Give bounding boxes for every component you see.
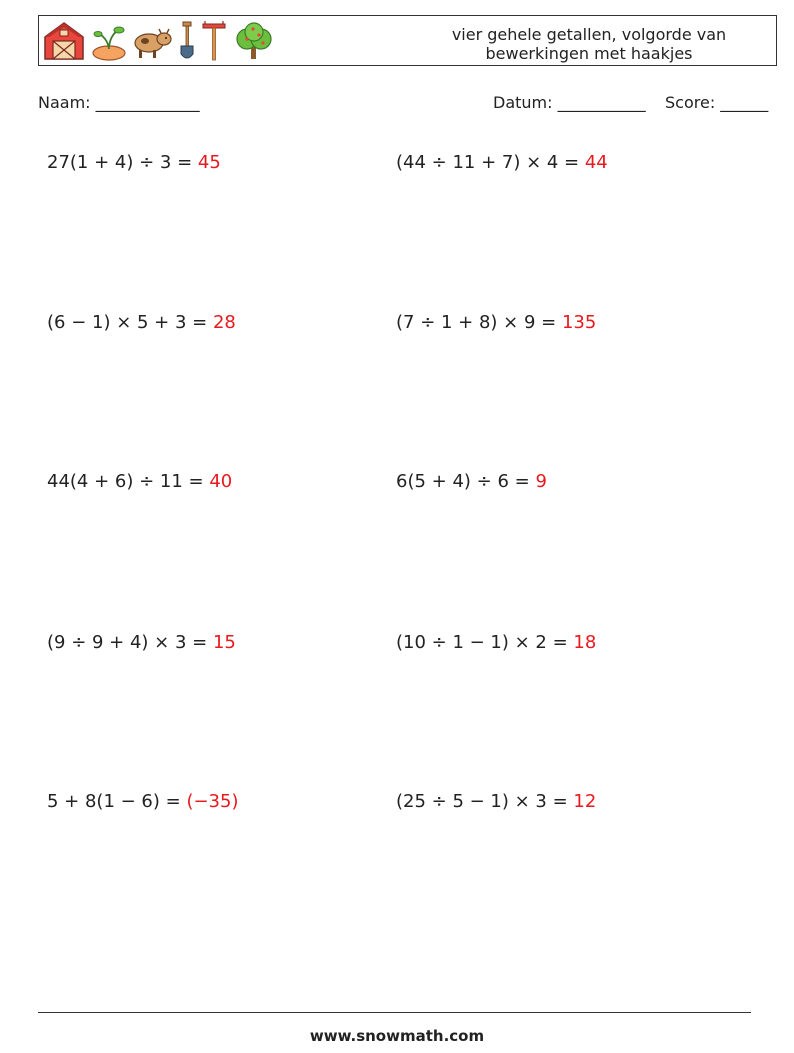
title-line-1: vier gehele getallen, volgorde van (451, 25, 727, 44)
worksheet-header (38, 15, 777, 66)
problem-expression: (6 − 1) × 5 + 3 = (47, 312, 213, 333)
name-field-label: Naam: _____________ (38, 93, 200, 112)
problem-2 (396, 151, 608, 175)
problem-answer: 28 (212, 312, 236, 333)
problem-answer: 18 (573, 632, 597, 653)
problem-answer: 44 (584, 152, 608, 173)
problem-8 (396, 631, 596, 655)
problem-3 (47, 311, 236, 335)
footer-url[interactable]: www.snowmath.com (309, 1027, 485, 1045)
problem-answer: (−35) (186, 791, 239, 812)
problem-expression: (7 ÷ 1 + 8) × 9 = (396, 312, 562, 333)
problem-expression: 5 + 8(1 − 6) = (47, 791, 187, 812)
header-icons (43, 20, 277, 62)
problem-expression: 44(4 + 6) ÷ 11 = (47, 471, 210, 492)
problem-answer: 40 (209, 471, 233, 492)
cow-icon (131, 21, 173, 61)
date-field-label: Datum: ___________ (493, 93, 646, 112)
problem-5 (47, 470, 232, 494)
score-field-label: Score: ______ (665, 93, 769, 112)
footer-divider (38, 1012, 751, 1013)
problem-answer: 135 (561, 312, 597, 333)
problem-7 (47, 631, 236, 655)
problem-9 (47, 790, 238, 814)
problem-expression: 27(1 + 4) ÷ 3 = (47, 152, 198, 173)
worksheet-title (429, 25, 749, 63)
sprout-icon (89, 21, 127, 61)
problem-expression: (25 ÷ 5 − 1) × 3 = (396, 791, 574, 812)
problem-expression: (44 ÷ 11 + 7) × 4 = (396, 152, 585, 173)
tree-icon (231, 21, 277, 61)
problem-10 (396, 790, 596, 814)
problem-expression: (9 ÷ 9 + 4) × 3 = (47, 632, 213, 653)
problem-4 (396, 311, 596, 335)
problem-1 (47, 151, 221, 175)
problem-answer: 12 (573, 791, 597, 812)
problem-expression: 6(5 + 4) ÷ 6 = (396, 471, 536, 492)
problem-answer: 9 (535, 471, 547, 492)
rake-icon (201, 20, 227, 62)
shovel-icon (177, 20, 197, 62)
problem-answer: 15 (212, 632, 236, 653)
problem-expression: (10 ÷ 1 − 1) × 2 = (396, 632, 574, 653)
problem-6 (396, 470, 547, 494)
barn-icon (43, 21, 85, 61)
problem-answer: 45 (197, 152, 221, 173)
title-line-2: bewerkingen met haakjes (485, 44, 693, 63)
